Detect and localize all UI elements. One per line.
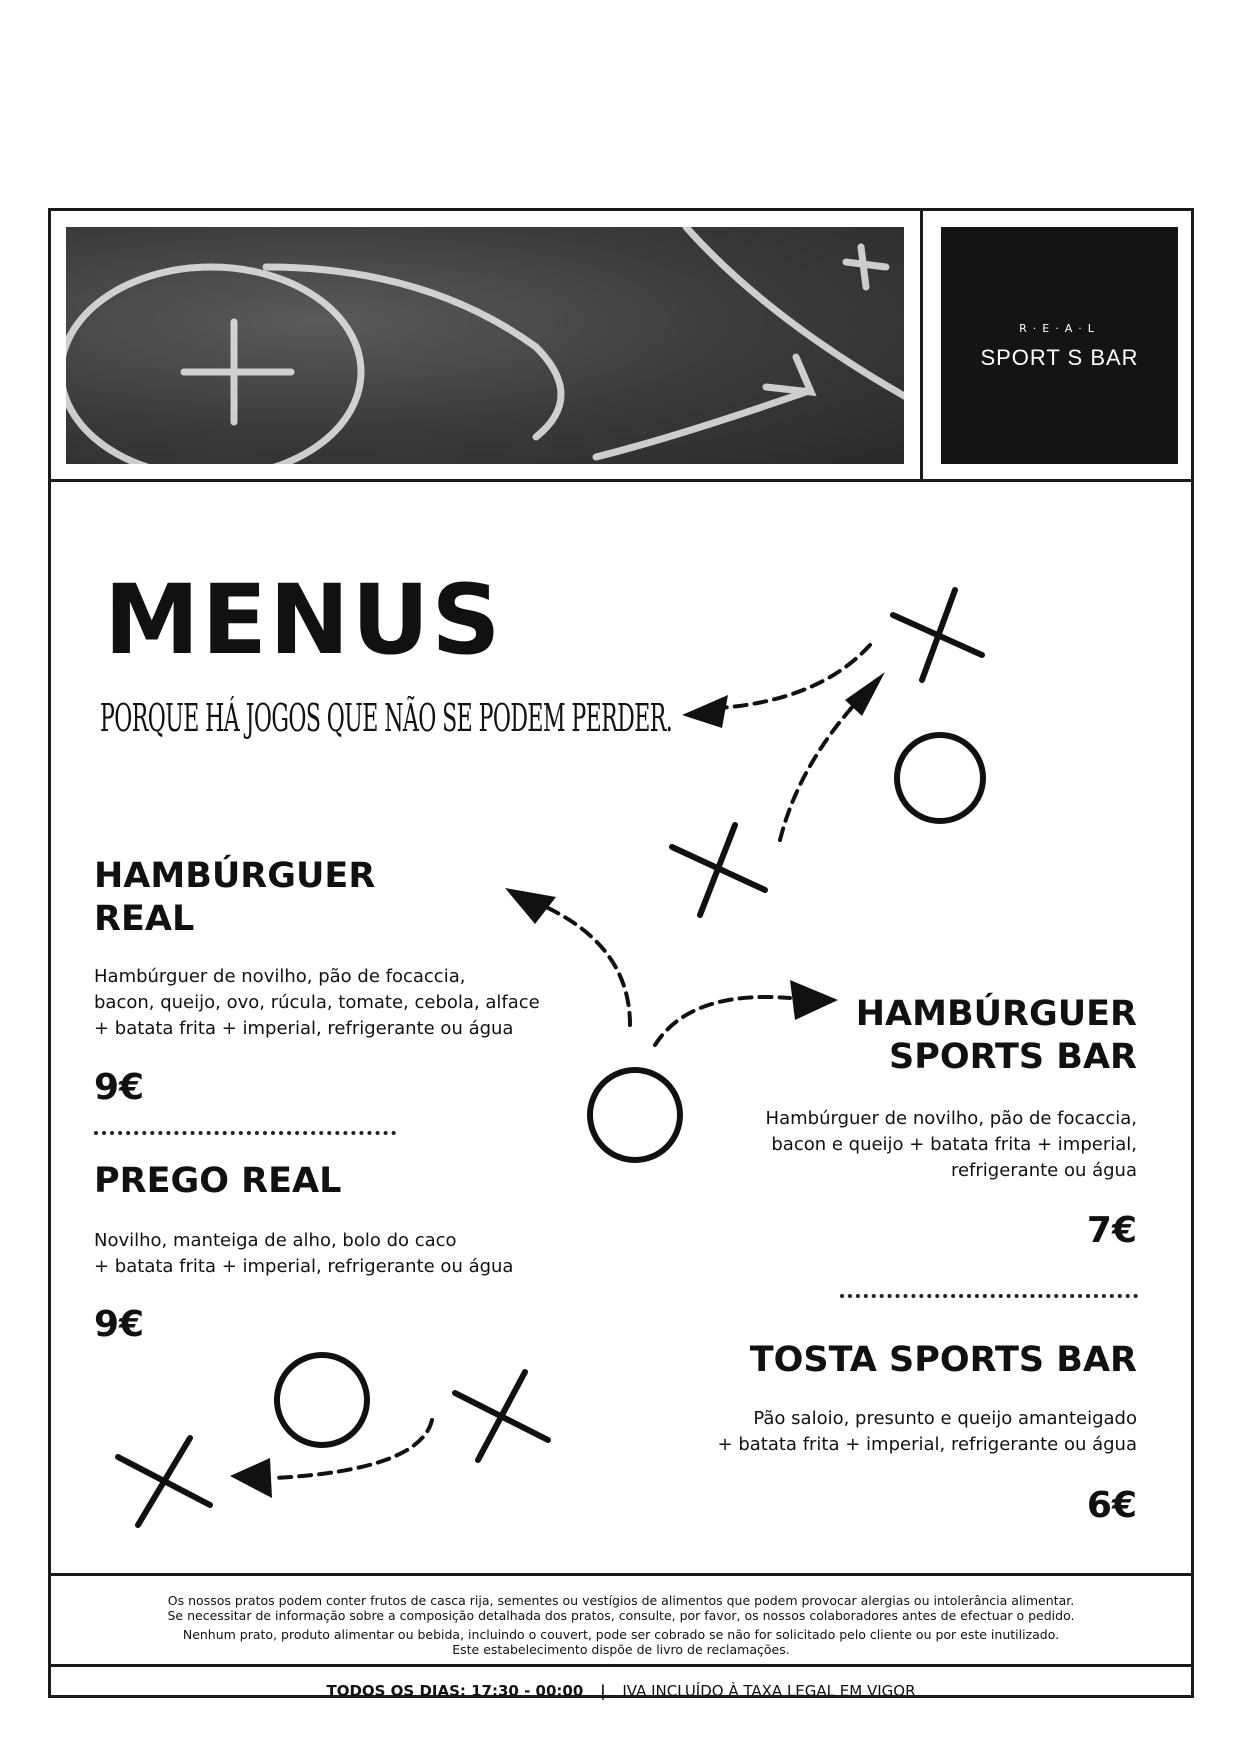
- dotted-divider: [840, 1294, 1138, 1298]
- dish-name: PREGO REAL: [94, 1161, 342, 1201]
- separator: |: [600, 1682, 606, 1700]
- header-vertical-divider: [920, 208, 923, 481]
- logo: [941, 227, 1178, 464]
- dish-description: Novilho, manteiga de alho, bolo do caco + batata frita + imperial, refrigerante ou água: [94, 1230, 514, 1277]
- opening-hours-bar: [60, 1682, 1182, 1700]
- dish-price: 9€: [94, 1067, 145, 1108]
- tagline: PORQUE HÁ JOGOS QUE NÃO SE PODEM PERDER.: [100, 696, 673, 740]
- dish-name: HAMBÚRGUER REAL: [94, 856, 376, 939]
- dotted-divider: [94, 1131, 396, 1135]
- logo-subtitle: R·E·A·L: [1019, 322, 1100, 335]
- dish-price: 6€: [1086, 1485, 1137, 1526]
- page-title: MENUS: [104, 564, 503, 676]
- footer-divider: [48, 1573, 1194, 1576]
- iva-notice: IVA INCLUÍDO À TAXA LEGAL EM VIGOR: [622, 1682, 916, 1700]
- dish-description: Hambúrguer de novilho, pão de focaccia, bacon e queijo + batata frita + imperial, refrigerante ou água: [765, 1108, 1137, 1181]
- footer-bottom-divider: [48, 1664, 1194, 1667]
- chalkboard-image: [66, 227, 904, 464]
- dish-description: Hambúrguer de novilho, pão de focaccia, bacon, queijo, ovo, rúcula, tomate, cebola, alface + batata frita + imperial, refrigerante ou água: [94, 966, 540, 1039]
- header-divider: [48, 479, 1194, 482]
- dish-name: HAMBÚRGUER SPORTS BAR: [855, 994, 1137, 1077]
- dish-description: Pão saloio, presunto e queijo amanteigado + batata frita + imperial, refrigerante ou água: [717, 1408, 1137, 1455]
- dish-name: TOSTA SPORTS BAR: [749, 1340, 1137, 1380]
- dish-price: 7€: [1086, 1210, 1137, 1251]
- allergy-notice: Os nossos pratos podem conter frutos de casca rija, sementes ou vestígios de alimentos que podem provocar alergias ou intolerância alimentar. Se necessitar de informação sobre a composição detalhada dos pratos, consulte, por favor, os nossos colaboradores antes de efectuar o pedido. Nenhum prato, produto alimentar ou bebida, incluindo o couvert, pode ser cobrado se não for solicitado pelo cliente ou por este inutilizado. Este estabelecimento dispõe de livro de reclamações.: [167, 1593, 1075, 1657]
- opening-hours: TODOS OS DIAS: 17:30 - 00:00: [326, 1682, 584, 1700]
- logo-name: SPORT S BAR: [980, 345, 1139, 370]
- dish-price: 9€: [94, 1304, 145, 1345]
